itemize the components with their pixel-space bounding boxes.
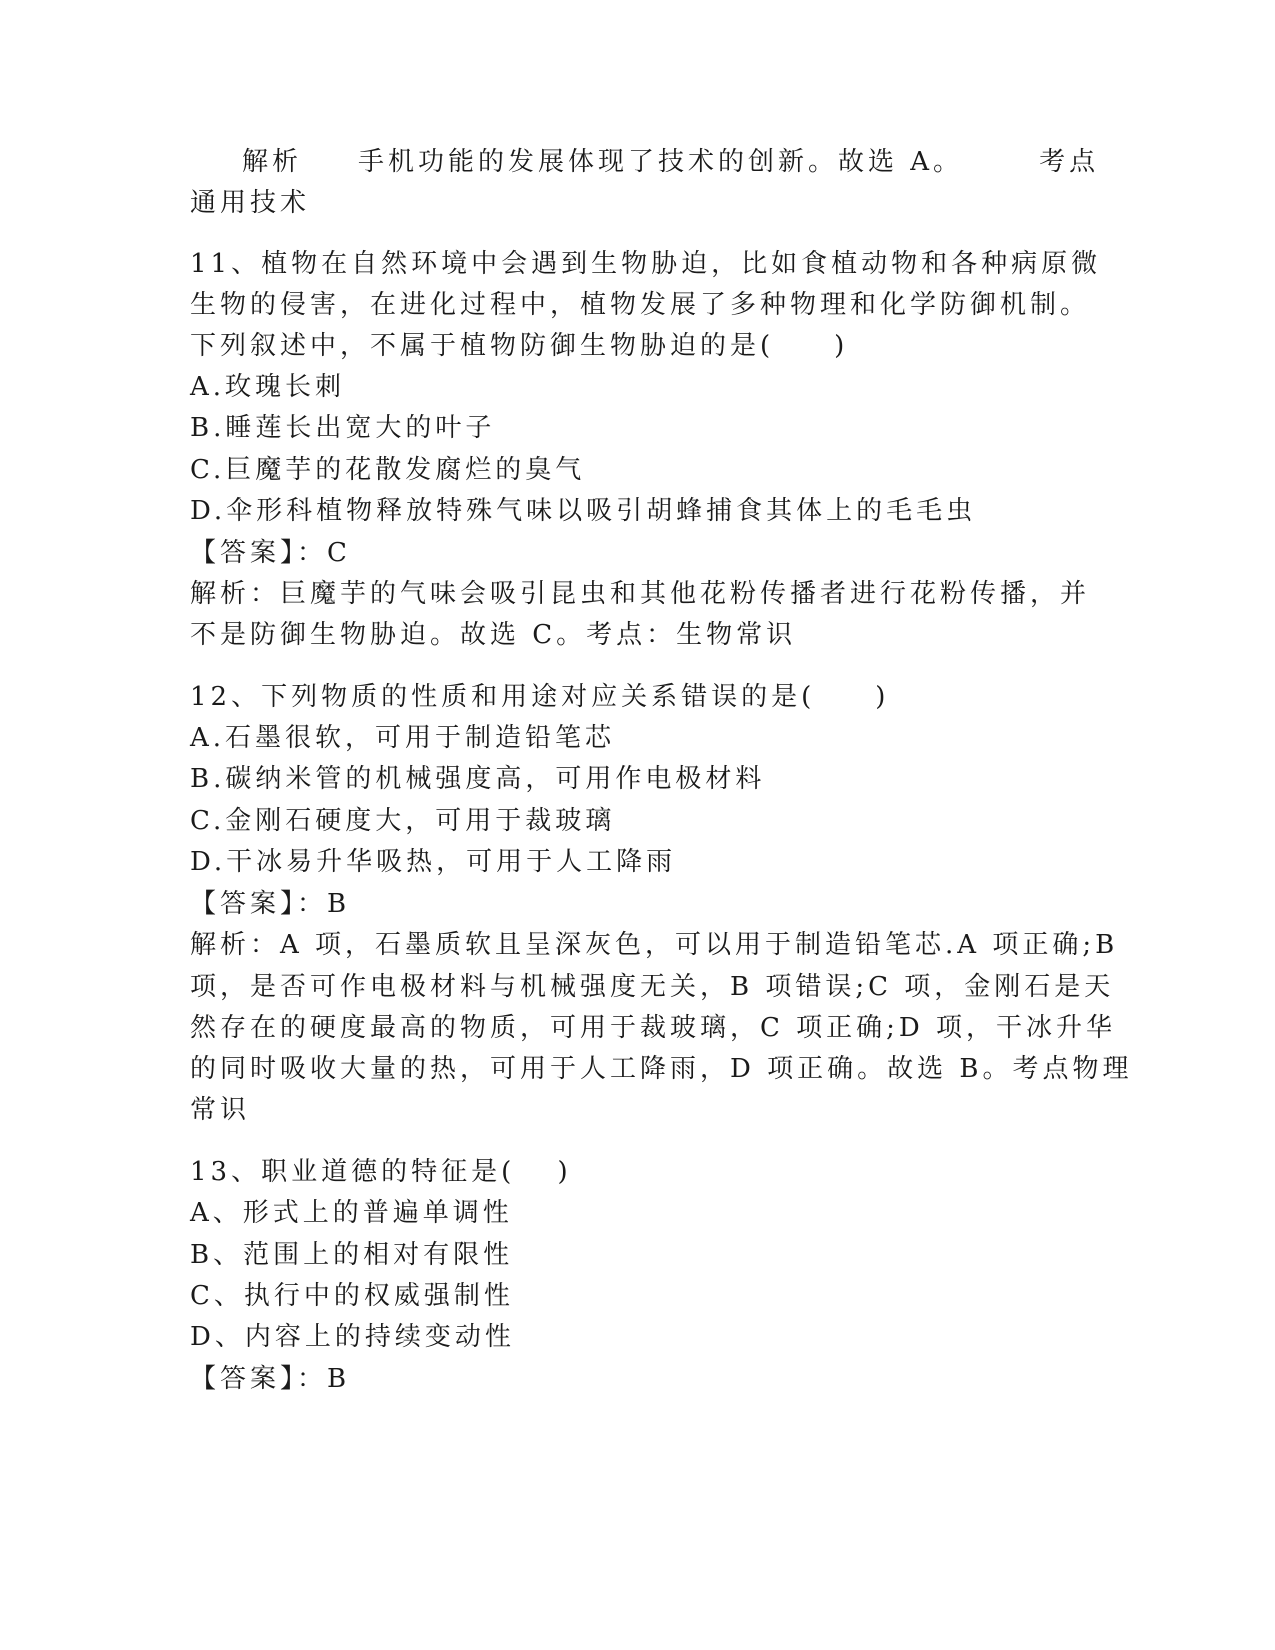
q12-analysis-line: 解析：A 项，石墨质软且呈深灰色，可以用于制造铅笔芯.A 项正确;B <box>190 930 1119 960</box>
q11-stem-line: 11、植物在自然环境中会遇到生物胁迫，比如食植动物和各种病原微 <box>190 249 1102 279</box>
q11-analysis-line: 不是防御生物胁迫。故选 C。考点：生物常识 <box>190 620 797 650</box>
q12-analysis-line: 常识 <box>190 1095 251 1125</box>
q11-option-a: A.玫瑰长刺 <box>190 372 346 402</box>
q12-option-b: B.碳纳米管的机械强度高，可用作电极材料 <box>190 764 766 794</box>
q11-stem-line: 下列叙述中，不属于植物防御生物胁迫的是( ) <box>190 331 849 361</box>
prev-kaodian-label: 考点 <box>1039 147 1100 177</box>
q13-answer: 【答案】：B <box>190 1364 351 1394</box>
q11-answer: 【答案】：C <box>190 538 351 568</box>
q12-analysis-line: 的同时吸收大量的热，可用于人工降雨，D 项正确。故选 B。考点物理 <box>190 1054 1133 1084</box>
q11-option-d: D.伞形科植物释放特殊气味以吸引胡蜂捕食其体上的毛毛虫 <box>190 496 977 526</box>
q12-option-c: C.金刚石硬度大，可用于裁玻璃 <box>190 806 616 836</box>
q13-option-d: D、内容上的持续变动性 <box>190 1322 515 1352</box>
q11-option-c: C.巨魔芋的花散发腐烂的臭气 <box>190 455 586 485</box>
prev-analysis-text: 手机功能的发展体现了技术的创新。故选 A。 <box>358 147 964 177</box>
prev-analysis-line <box>190 141 1100 183</box>
q13-option-a: A、形式上的普遍单调性 <box>190 1198 513 1228</box>
prev-kaodian-value: 通用技术 <box>190 188 311 218</box>
q12-option-d: D.干冰易升华吸热，可用于人工降雨 <box>190 847 677 877</box>
q11-analysis-line: 解析：巨魔芋的气味会吸引昆虫和其他花粉传播者进行花粉传播，并 <box>190 579 1091 609</box>
q12-answer: 【答案】：B <box>190 889 351 919</box>
q12-analysis-line: 项，是否可作电极材料与机械强度无关，B 项错误;C 项，金刚石是天 <box>190 972 1115 1002</box>
q11-option-b: B.睡莲长出宽大的叶子 <box>190 413 496 443</box>
q12-option-a: A.石墨很软，可用于制造铅笔芯 <box>190 723 616 753</box>
q12-stem-line: 12、下列物质的性质和用途对应关系错误的是( ) <box>190 682 890 712</box>
q13-stem-line: 13、职业道德的特征是( ) <box>190 1157 572 1187</box>
q12-analysis-line: 然存在的硬度最高的物质，可用于裁玻璃，C 项正确;D 项，干冰升华 <box>190 1013 1117 1043</box>
prev-analysis-label: 解析 <box>242 147 303 177</box>
q13-option-c: C、执行中的权威强制性 <box>190 1281 514 1311</box>
q13-option-b: B、范围上的相对有限性 <box>190 1240 514 1270</box>
q11-stem-line: 生物的侵害，在进化过程中，植物发展了多种物理和化学防御机制。 <box>190 290 1091 320</box>
